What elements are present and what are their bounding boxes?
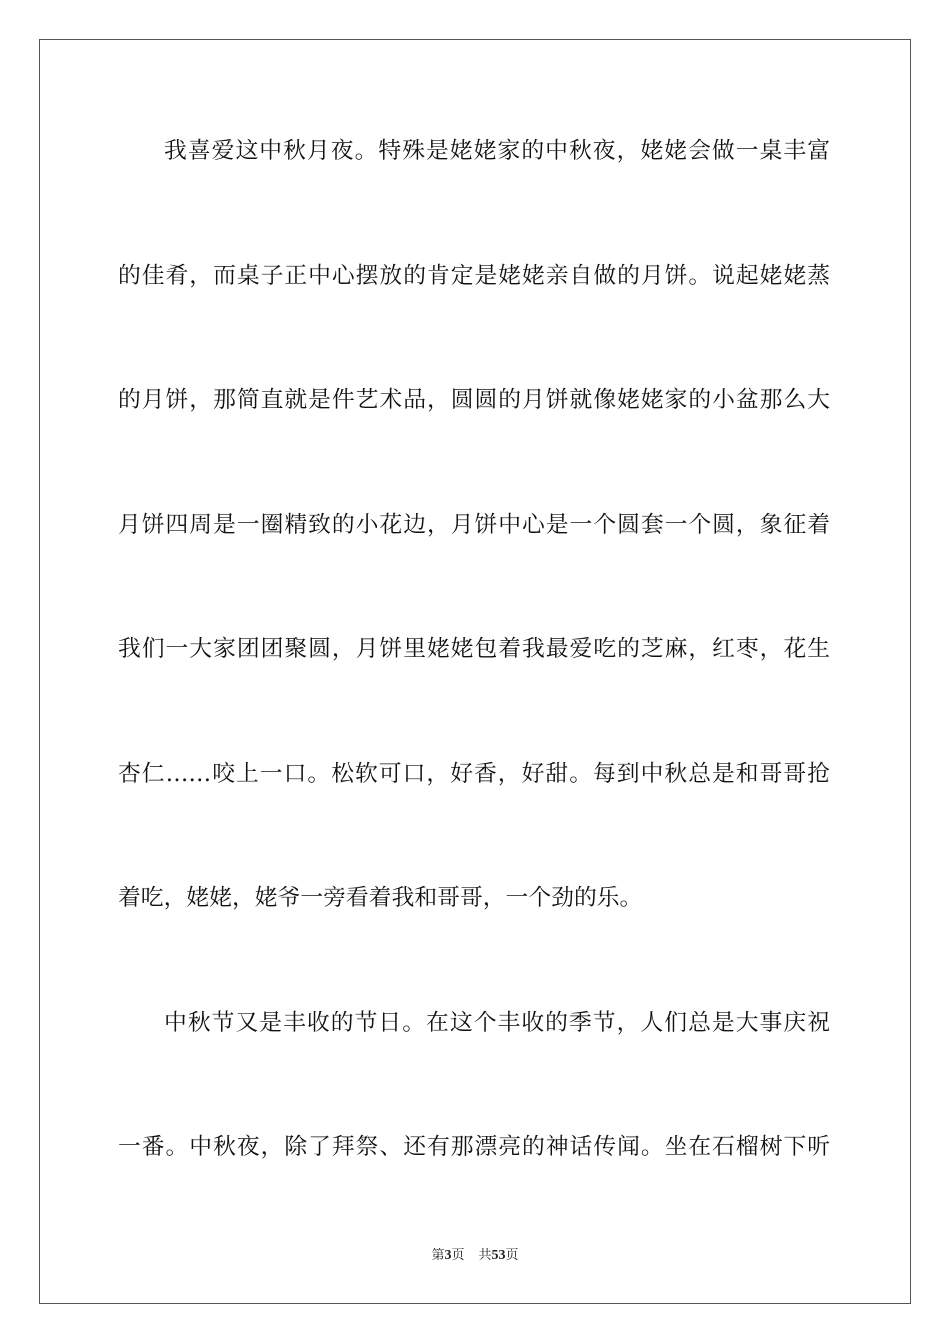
footer-page-suffix: 页 <box>451 1248 465 1263</box>
total-pages-number: 53 <box>491 1248 506 1263</box>
footer-total-prefix: 共 <box>478 1248 492 1263</box>
current-page-number: 3 <box>444 1248 452 1263</box>
text-line: 我喜爱这中秋月夜。特殊是姥姥家的中秋夜，姥姥会做一桌丰富 <box>164 138 830 164</box>
text-line: 的佳肴，而桌子正中心摆放的肯定是姥姥亲自做的月饼。说起姥姥蒸 <box>118 263 830 289</box>
text-line: 杏仁……咬上一口。松软可口，好香，好甜。每到中秋总是和哥哥抢 <box>118 761 830 787</box>
text-line: 着吃，姥姥，姥爷一旁看着我和哥哥，一个劲的乐。 <box>118 885 643 911</box>
text-line: 一番。中秋夜，除了拜祭、还有那漂亮的神话传闻。坐在石榴树下听 <box>118 1134 830 1160</box>
footer-prefix: 第 <box>431 1248 445 1263</box>
text-line: 我们一大家团团聚圆，月饼里姥姥包着我最爱吃的芝麻，红枣，花生 <box>118 636 830 662</box>
text-line: 中秋节又是丰收的节日。在这个丰收的季节，人们总是大事庆祝 <box>164 1010 830 1036</box>
text-line: 的月饼，那简直就是件艺术品，圆圆的月饼就像姥姥家的小盆那么大 <box>118 387 830 413</box>
page-border <box>39 39 911 1304</box>
footer-total-suffix: 页 <box>505 1248 519 1263</box>
text-line: 月饼四周是一圈精致的小花边，月饼中心是一个圆套一个圆，象征着 <box>118 512 830 538</box>
page-footer <box>0 1244 950 1264</box>
